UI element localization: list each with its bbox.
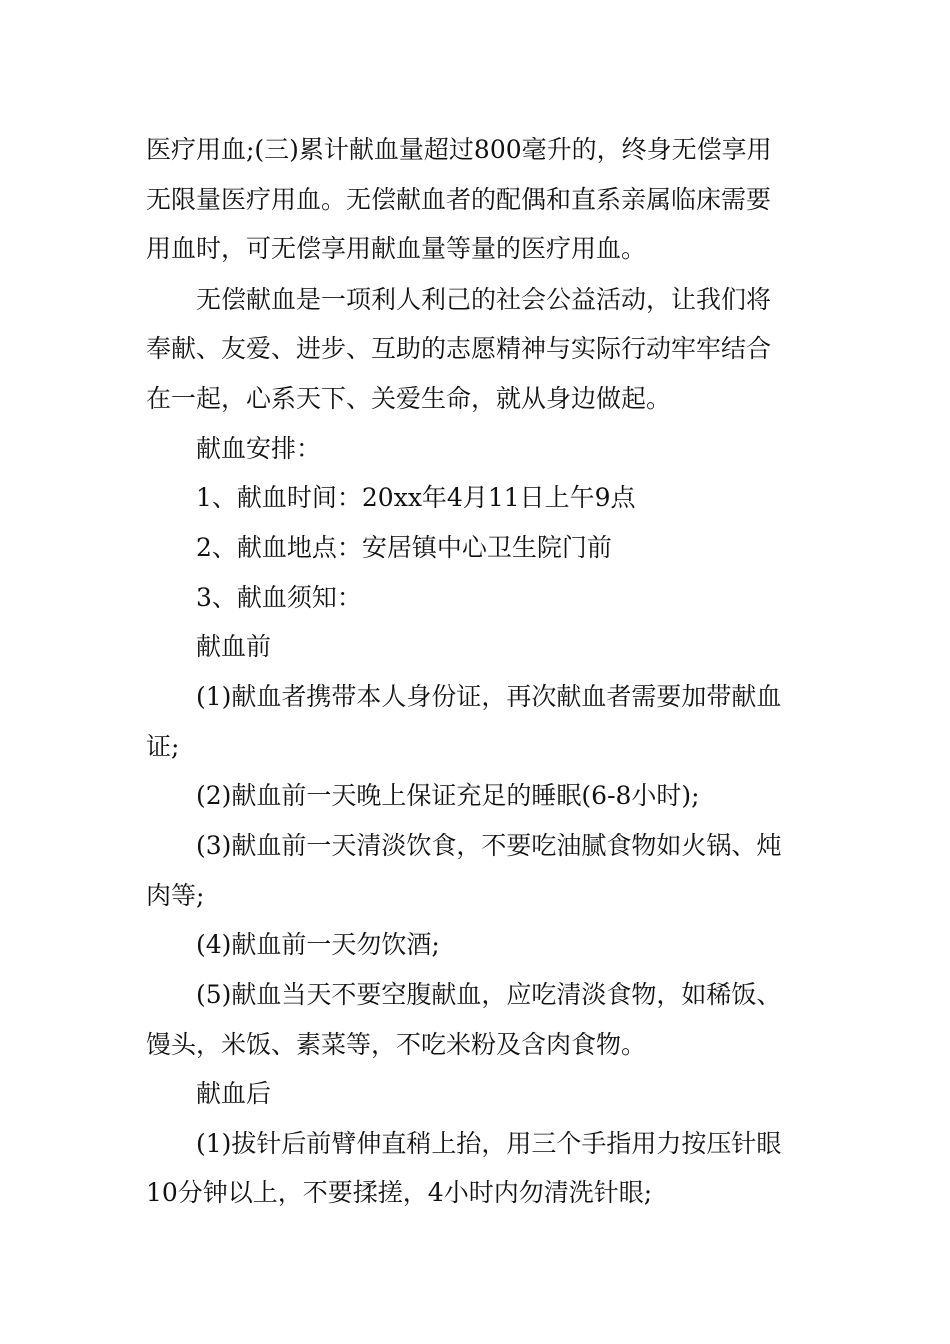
text-line: 奉献、友爱、进步、互助的志愿精神与实际行动牢牢结合 (146, 334, 772, 363)
list-item: (5)献血当天不要空腹献血，应吃清淡食物，如稀饭、 (196, 980, 782, 1009)
list-item: 1、献血时间：20xx年4月11日上午9点 (196, 483, 636, 512)
text-line: 10分钟以上，不要揉搓，4小时内勿清洗针眼; (146, 1178, 653, 1207)
list-item: (1)献血者携带本人身份证，再次献血者需要加带献血 (196, 682, 782, 711)
list-item: (4)献血前一天勿饮酒; (196, 930, 440, 959)
text-line: 用血时，可无偿享用献血量等量的医疗用血。 (146, 234, 647, 263)
list-item: (1)拔针后前臂伸直稍上抬，用三个手指用力按压针眼 (196, 1129, 782, 1158)
subsection-heading: 献血前 (196, 632, 272, 661)
text-line: 馒头，米饭、素菜等，不吃米粉及含肉食物。 (146, 1030, 647, 1059)
paragraph-first-line: 无偿献血是一项利人利己的社会公益活动，让我们将 (196, 285, 772, 314)
list-item: (3)献血前一天清淡饮食，不要吃油腻食物如火锅、炖 (196, 831, 782, 860)
subsection-heading: 献血后 (196, 1079, 272, 1108)
text-line: 证; (146, 732, 180, 761)
text-line: 在一起，心系天下、关爱生命，就从身边做起。 (146, 384, 672, 413)
text-line: 肉等; (146, 881, 205, 910)
list-item: 2、献血地点：安居镇中心卫生院门前 (196, 533, 612, 562)
section-heading: 献血安排： (196, 434, 322, 463)
text-line: 医疗用血;(三)累计献血量超过800毫升的，终身无偿享用 (146, 135, 772, 164)
list-item: 3、献血须知： (196, 583, 362, 612)
list-item: (2)献血前一天晚上保证充足的睡眠(6-8小时); (196, 781, 700, 810)
text-line: 无限量医疗用血。无偿献血者的配偶和直系亲属临床需要 (146, 185, 772, 214)
